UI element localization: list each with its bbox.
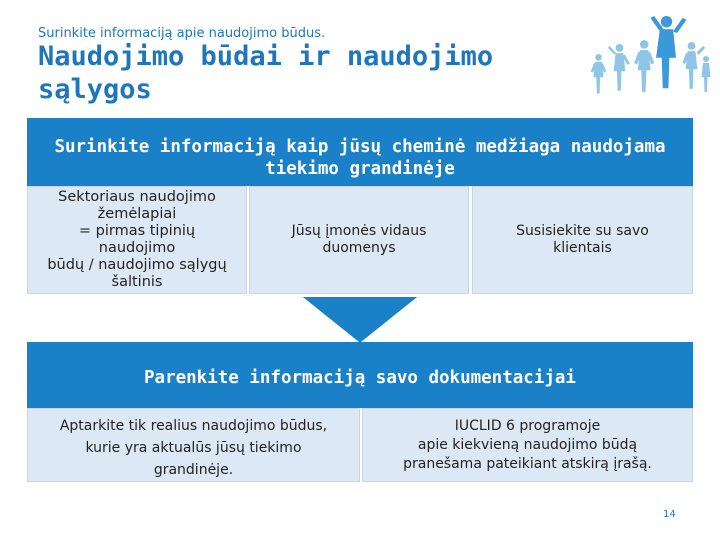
runners-logo-icon xyxy=(585,12,713,112)
slide-subtitle: Surinkite informaciją apie naudojimo būdus. xyxy=(38,26,326,41)
internal-data-box xyxy=(249,186,469,294)
box-line: duomenys xyxy=(322,240,396,256)
box-line: IUCLID 6 programoje xyxy=(454,417,601,434)
box-line: pranešama pateikiant atskirą įrašą. xyxy=(403,455,652,472)
box-line: Sektoriaus naudojimo xyxy=(58,189,216,205)
box-line: žemėlapiai xyxy=(97,206,177,222)
down-arrow-icon xyxy=(300,296,420,344)
section2-heading: Parenkite informaciją savo dokumentacijai xyxy=(27,342,693,408)
section1-heading: Surinkite informaciją kaip jūsų cheminė medžiaga naudojama tiekimo grandinėje xyxy=(27,118,693,186)
box-line: Aptarkite tik realius naudojimo būdus, xyxy=(59,418,328,434)
relevant-uses-box xyxy=(27,408,360,482)
box-line: kurie yra aktualūs jūsų tiekimo xyxy=(85,440,302,456)
box-line: grandinėje. xyxy=(153,462,234,478)
box-line: = pirmas tipinių xyxy=(78,223,196,239)
box-line: naudojimo xyxy=(98,240,176,256)
box-line: būdų / naudojimo sąlygų xyxy=(47,257,227,273)
box-line: Susisiekite su savo xyxy=(516,223,649,239)
slide-title: Naudojimo būdai ir naudojimo sąlygos xyxy=(38,41,494,105)
box-line: Jūsų įmonės vidaus xyxy=(291,223,427,239)
page-number: 14 xyxy=(663,509,676,520)
sector-use-maps-box xyxy=(27,186,247,294)
box-line: klientais xyxy=(553,240,612,256)
contact-clients-box xyxy=(472,186,693,294)
iuclid-box xyxy=(362,408,693,482)
box-line: šaltinis xyxy=(111,274,163,290)
box-line: apie kiekvieną naudojimo būdą xyxy=(417,436,638,453)
